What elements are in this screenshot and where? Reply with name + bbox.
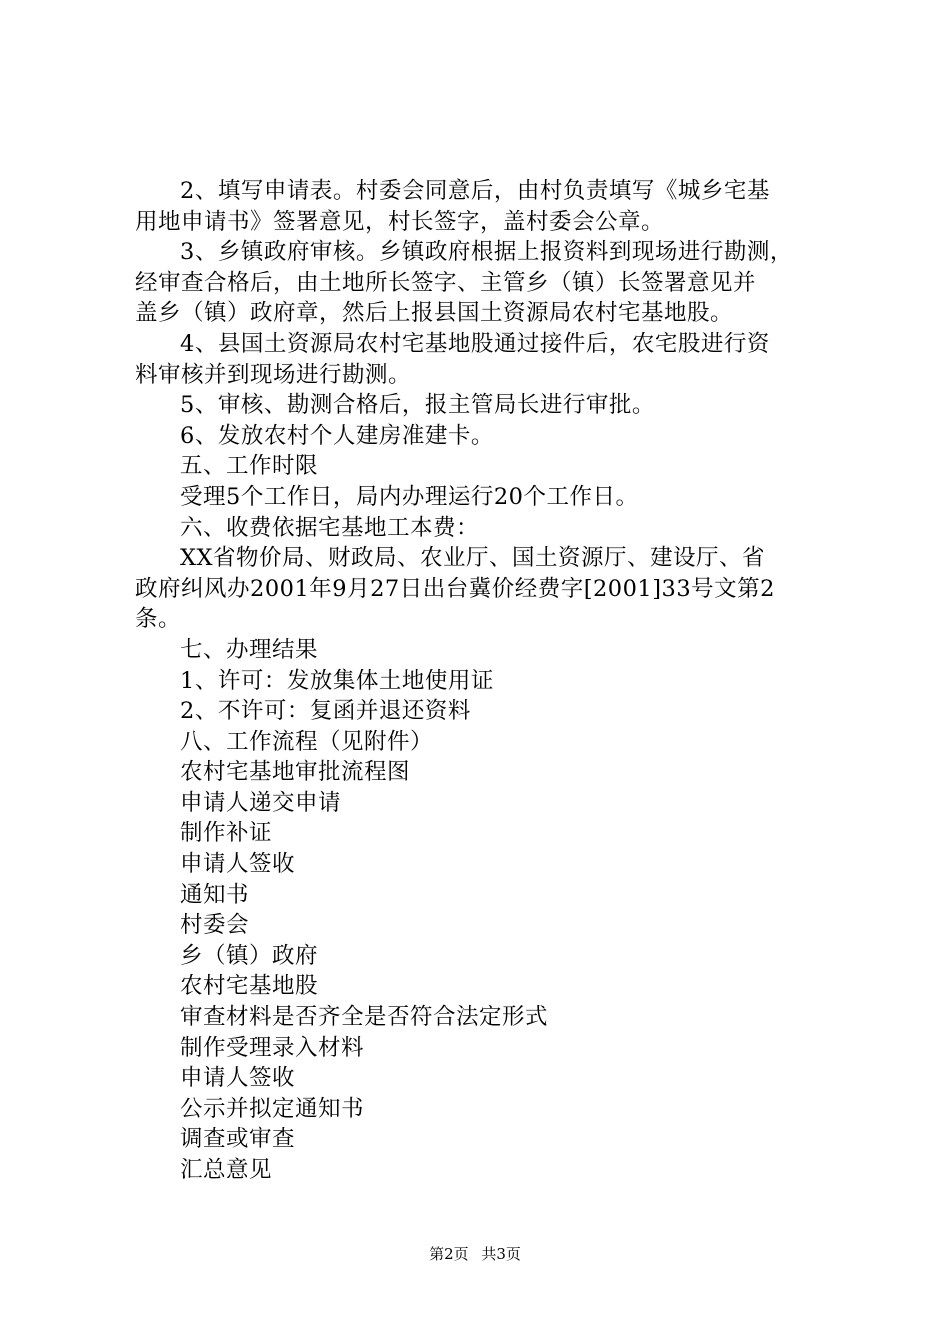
page-footer	[0, 1244, 950, 1264]
flow-item: 公示并拟定通知书	[180, 1095, 365, 1122]
flow-item: 村委会	[180, 912, 250, 939]
paragraph-line: 1、许可：发放集体土地使用证	[180, 667, 494, 694]
flow-item: 制作受理录入材料	[180, 1034, 365, 1061]
paragraph-line: 2、填写申请表。村委会同意后，由村负责填写《城乡宅基	[180, 178, 770, 204]
paragraph-line: XX省物价局、财政局、农业厅、国土资源厅、建设厅、省	[180, 545, 766, 572]
flow-item: 农村宅基地审批流程图	[180, 759, 411, 786]
flow-item: 通知书	[180, 881, 250, 908]
paragraph-line: 4、县国土资源局农村宅基地股通过接件后，农宅股进行资	[180, 330, 770, 357]
paragraph-line: 料审核并到现场进行勘测。	[135, 361, 412, 388]
paragraph-line: 受理5个工作日，局内办理运行20个工作日。	[180, 483, 639, 510]
flow-item: 调查或审查	[180, 1126, 296, 1153]
page-number: 第2页	[429, 1245, 469, 1263]
section-heading: 七、办理结果	[180, 636, 319, 663]
paragraph-line: 5、审核、勘测合格后，报主管局长进行审批。	[180, 392, 655, 419]
flow-item: 汇总意见	[180, 1157, 273, 1183]
flow-item: 乡（镇）政府	[180, 942, 319, 969]
paragraph-line: 政府纠风办2001年9月27日出台冀价经费字[2001]33号文第2	[135, 575, 775, 602]
flow-item: 审查材料是否齐全是否符合法定形式	[180, 1004, 549, 1031]
flow-item: 申请人递交申请	[180, 789, 342, 816]
flow-item: 农村宅基地股	[180, 973, 319, 1000]
flow-item: 制作补证	[180, 820, 273, 847]
paragraph-line: 3、乡镇政府审核。乡镇政府根据上报资料到现场进行勘测，	[180, 239, 793, 266]
section-heading: 六、收费依据宅基地工本费：	[180, 514, 480, 541]
paragraph-line: 经审查合格后，由土地所长签字、主管乡（镇）长签署意见并	[135, 269, 757, 296]
section-heading: 八、工作流程（见附件）	[180, 728, 434, 755]
paragraph-line: 用地申请书》签署意见，村长签字，盖村委会公章。	[135, 208, 665, 235]
page-total: 共3页	[481, 1245, 521, 1263]
paragraph-line: 6、发放农村个人建房准建卡。	[180, 422, 494, 449]
paragraph-line: 盖乡（镇）政府章，然后上报县国土资源局农村宅基地股。	[135, 300, 734, 327]
document-body	[135, 176, 835, 1186]
flow-item: 申请人签收	[180, 1065, 296, 1092]
paragraph-line: 2、不许可：复函并退还资料	[180, 698, 471, 725]
paragraph-line: 条。	[135, 606, 182, 633]
flow-item: 申请人签收	[180, 851, 296, 878]
section-heading: 五、工作时限	[180, 453, 319, 480]
